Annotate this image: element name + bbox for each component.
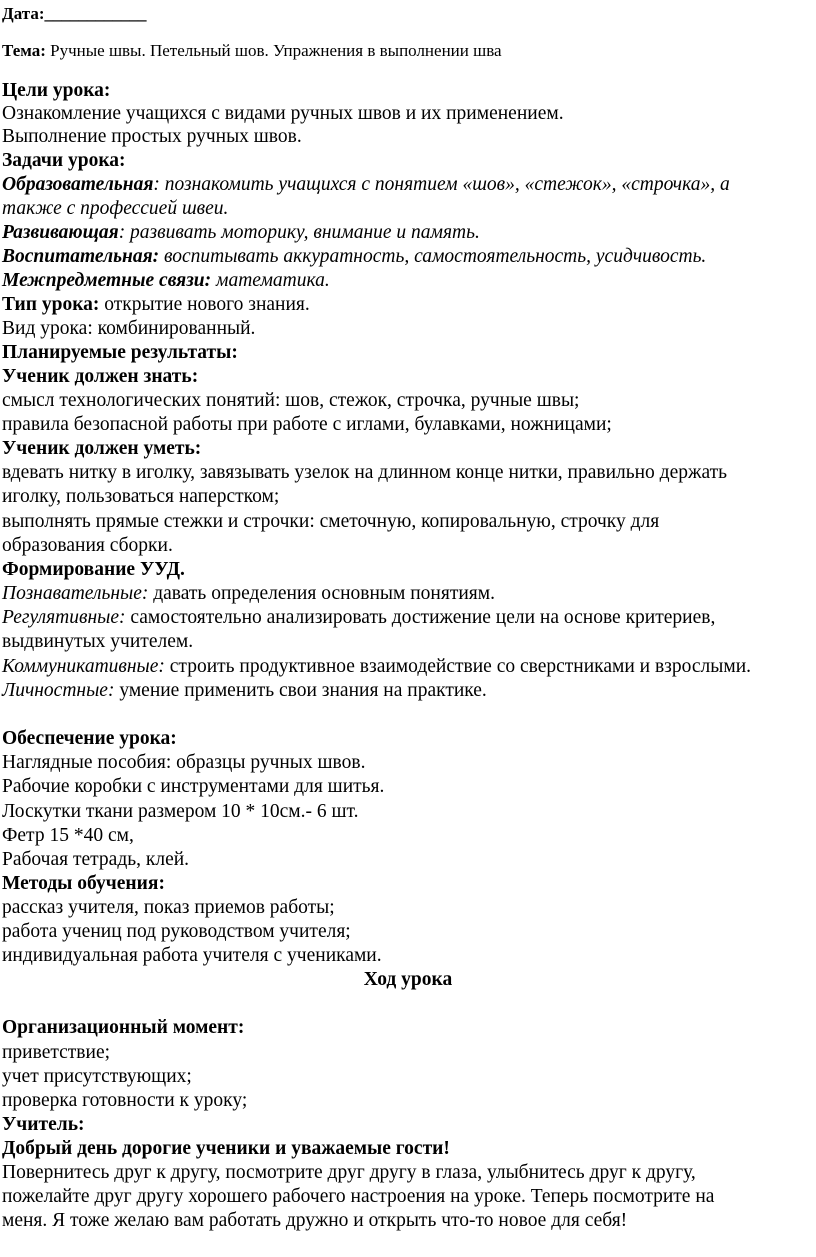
able-line: иголку, пользоваться наперстком; [2, 486, 280, 507]
uud-regulatory [2, 606, 715, 630]
topic-text: Ручные швы. Петельный шов. Упражнения в выполнении шва [45, 41, 502, 60]
teacher-speech-line: Повернитесь друг к другу, посмотрите друг другу в глаза, улыбнитесь друг к другу, [2, 1162, 696, 1183]
know-item: смысл технологических понятий: шов, стежок, строчка, ручные швы; [2, 390, 580, 411]
org-item: приветствие; [2, 1042, 111, 1063]
date-label: Дата: [2, 4, 45, 23]
uud-heading: Формирование УУД. [2, 559, 185, 580]
org-item: проверка готовности к уроку; [2, 1090, 248, 1111]
uud-personal [2, 679, 487, 703]
task-developing-label: Развивающая [2, 222, 119, 243]
able-line: вдевать нитку в иголку, завязывать узелок на длинном конце нитки, правильно держать [2, 462, 728, 483]
uud-regulatory-continued: выдвинутых учителем. [2, 631, 194, 652]
task-interdisciplinary [2, 269, 330, 293]
lesson-flow-heading: Ход урока [363, 969, 453, 990]
methods-heading: Методы обучения: [2, 873, 165, 894]
task-interdisciplinary-label: Межпредметные связи: [2, 270, 212, 291]
uud-cognitive-label: Познавательные: [2, 583, 149, 604]
able-heading: Ученик должен уметь: [2, 438, 202, 459]
uud-personal-text: умение применить свои знания на практике. [114, 680, 487, 701]
equipment-item: Рабочие коробки с инструментами для шитья. [2, 776, 385, 797]
task-upbringing-text: воспитывать аккуратность, самостоятельность, усидчивость. [159, 246, 707, 267]
method-item: индивидуальная работа учителя с учениками. [2, 945, 382, 966]
uud-communicative [2, 655, 751, 679]
uud-regulatory-label: Регулятивные: [2, 607, 126, 628]
uud-regulatory-text: самостоятельно анализировать достижение цели на основе критериев, [125, 607, 716, 628]
task-developing [2, 221, 480, 245]
equipment-item: Фетр 15 *40 см, [2, 825, 134, 846]
uud-cognitive-text: давать определения основным понятиям. [148, 583, 495, 604]
teacher-speech-line: пожелайте друг другу хорошего рабочего настроения на уроке. Теперь посмотрите на [2, 1186, 715, 1207]
equipment-heading: Обеспечение урока: [2, 728, 177, 749]
lesson-type-text: открытие нового знания. [99, 294, 310, 315]
lesson-kind: Вид урока: комбинированный. [2, 318, 256, 339]
task-interdisciplinary-text: математика. [211, 270, 330, 291]
lesson-type-label: Тип урока: [2, 294, 100, 315]
uud-cognitive [2, 582, 495, 606]
task-educational [2, 173, 730, 197]
goals-heading: Цели урока: [2, 80, 111, 101]
date-line [2, 2, 146, 26]
equipment-item: Рабочая тетрадь, клей. [2, 849, 190, 870]
uud-communicative-label: Коммуникативные: [2, 656, 165, 677]
uud-communicative-text: строить продуктивное взаимодействие со сверстниками и взрослыми. [164, 656, 752, 677]
tasks-heading: Задачи урока: [2, 150, 126, 171]
task-upbringing [2, 245, 706, 269]
task-educational-continued: также с профессией швеи. [2, 198, 229, 219]
topic-label: Тема: [2, 41, 46, 60]
teacher-speech-line: меня. Я тоже желаю вам работать дружно и открыть что-то новое для себя! [2, 1210, 628, 1231]
know-heading: Ученик должен знать: [2, 366, 199, 387]
equipment-item: Наглядные пособия: образцы ручных швов. [2, 752, 366, 773]
goal-item: Выполнение простых ручных швов. [2, 126, 302, 147]
teacher-greeting: Добрый день дорогие ученики и уважаемые гости! [2, 1138, 450, 1159]
uud-personal-label: Личностные: [2, 680, 115, 701]
know-item: правила безопасной работы при работе с иглами, булавками, ножницами; [2, 414, 612, 435]
teacher-label: Учитель: [2, 1114, 85, 1135]
task-upbringing-label: Воспитательная: [2, 246, 160, 267]
topic-line [2, 39, 502, 63]
method-item: рассказ учителя, показ приемов работы; [2, 897, 335, 918]
org-item: учет присутствующих; [2, 1066, 192, 1087]
able-line: выполнять прямые стежки и строчки: сметочную, копировальную, строчку для [2, 511, 660, 532]
task-educational-text: : познакомить учащихся с понятием «шов», «стежок», «строчка», а [153, 174, 730, 195]
equipment-item: Лоскутки ткани размером 10 * 10см.- 6 шт. [2, 801, 359, 822]
lesson-type [2, 293, 310, 317]
able-line: образования сборки. [2, 535, 173, 556]
results-heading: Планируемые результаты: [2, 342, 238, 363]
method-item: работа учениц под руководством учителя; [2, 921, 351, 942]
goal-item: Ознакомление учащихся с видами ручных швов и их применением. [2, 103, 564, 124]
org-heading: Организационный момент: [2, 1017, 245, 1038]
task-developing-text: : развивать моторику, внимание и память. [118, 222, 480, 243]
task-educational-label: Образовательная [2, 174, 154, 195]
date-blank: ____________ [44, 4, 147, 23]
